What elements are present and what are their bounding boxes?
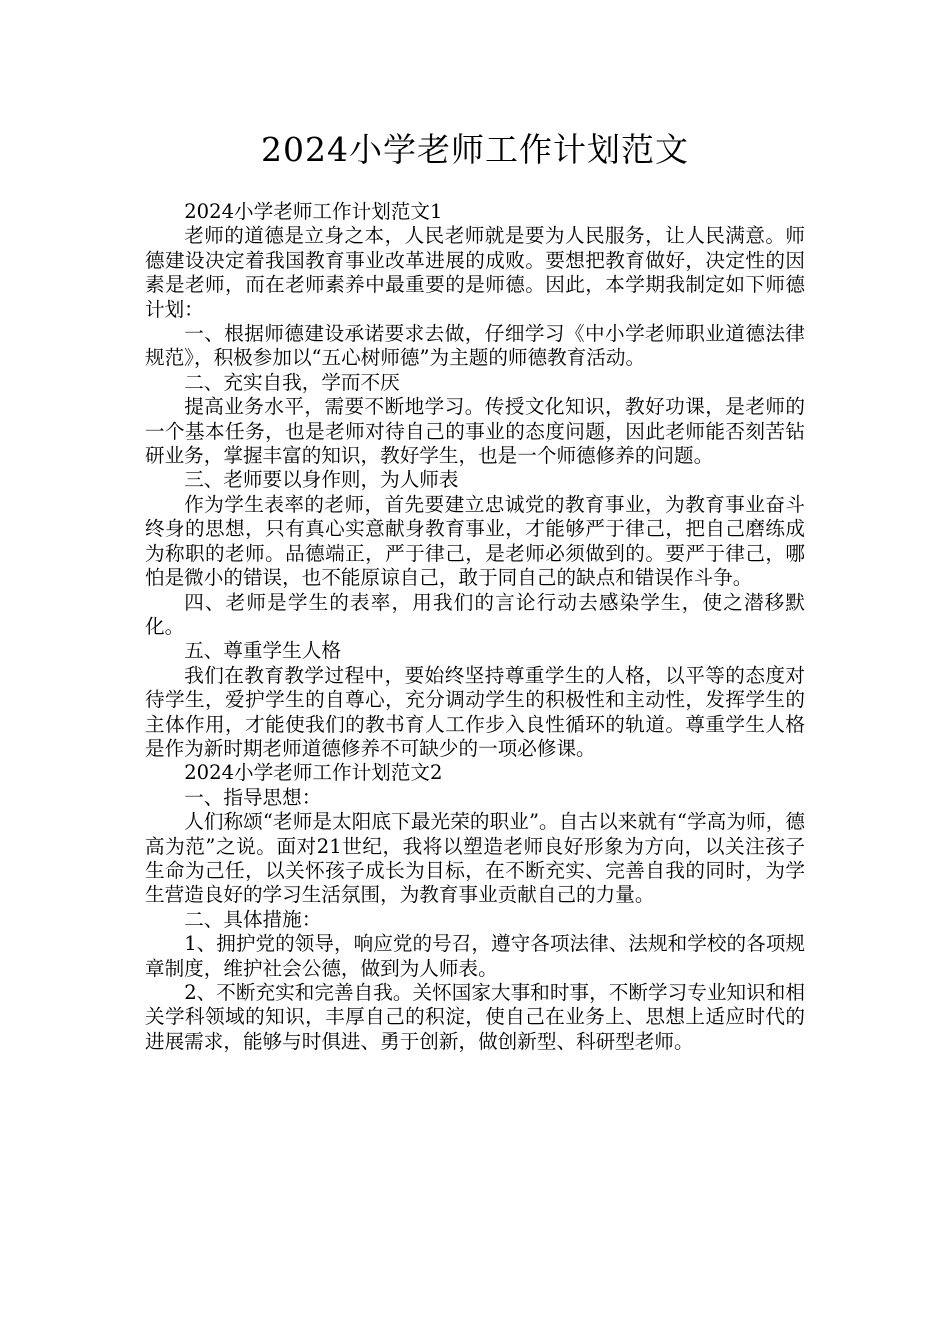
document-body (145, 200, 805, 1054)
section-heading: 2024小学老师工作计划范文1 (184, 200, 443, 223)
subheading: 二、充实自我，学而不厌 (184, 370, 400, 394)
subheading: 二、具体措施： (184, 907, 322, 931)
paragraph: 作为学生表率的老师，首先要建立忠诚党的教育事业，为教育事业奋斗终身的思想，只有真心实意献身教育事业，才能够严于律己，把自己磨练成为称职的老师。品德端正，严于律己，是老师必须做到的。要严于律己，哪怕是微小的错误，也不能原谅自己，敢于同自己的缺点和错误作斗争。 (145, 492, 805, 590)
paragraph: 人们称颂“老师是太阳底下最光荣的职业”。自古以来就有“学高为师，德高为范”之说。面对21世纪，我将以塑造老师良好形象为方向，以关注孩子生命为己任，以关怀孩子成长为目标，在不断充实、完善自我的同时，为学生营造良好的学习生活氛围，为教育事业贡献自己的力量。 (145, 810, 805, 907)
paragraph: 一、根据师德建设承诺要求去做，仔细学习《中小学老师职业道德法律规范》，积极参加以“五心树师德”为主题的师德教育活动。 (145, 322, 805, 370)
paragraph: 我们在教育教学过程中，要始终坚持尊重学生的人格，以平等的态度对待学生，爱护学生的自尊心，充分调动学生的积极性和主动性，发挥学生的主体作用，才能使我们的教书育人工作步入良性循环的轨道。尊重学生人格是作为新时期老师道德修养不可缺少的一项必修课。 (145, 663, 805, 760)
subheading: 三、老师要以身作则，为人师表 (184, 468, 459, 492)
subheading: 一、指导思想： (184, 785, 322, 809)
subheading: 五、尊重学生人格 (184, 639, 341, 663)
section-heading: 2024小学老师工作计划范文2 (184, 761, 443, 785)
paragraph: 提高业务水平，需要不断地学习。传授文化知识，教好功课，是老师的一个基本任务，也是老师对待自己的事业的态度问题，因此老师能否刻苦钻研业务，掌握丰富的知识，教好学生，也是一个师德修养的问题。 (145, 395, 805, 468)
paragraph: 老师的道德是立身之本，人民老师就是要为人民服务，让人民满意。师德建设决定着我国教育事业改革进展的成败。要想把教育做好，决定性的因素是老师，而在老师素养中最重要的是师德。因此，本学期我制定如下师德计划： (145, 224, 805, 321)
document-title: 2024小学老师工作计划范文 (261, 130, 689, 169)
paragraph: 1、拥护党的领导，响应党的号召，遵守各项法律、法规和学校的各项规章制度，维护社会公德，做到为人师表。 (145, 932, 805, 980)
paragraph: 四、老师是学生的表率，用我们的言论行动去感染学生，使之潜移默化。 (145, 590, 805, 638)
paragraph: 2、不断充实和完善自我。关怀国家大事和时事，不断学习专业知识和相关学科领域的知识，丰厚自己的积淀，使自己在业务上、思想上适应时代的进展需求，能够与时俱进、勇于创新，做创新型、科研型老师。 (145, 981, 805, 1053)
